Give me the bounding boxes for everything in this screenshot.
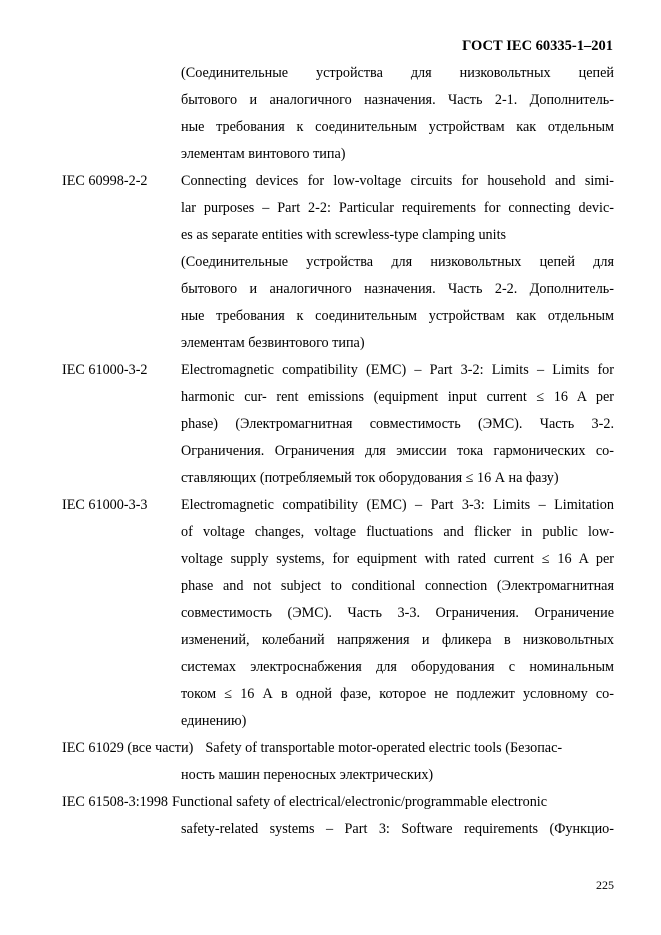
reference-entry xyxy=(62,735,614,789)
text-line: изменений, колебаний напряжения и фликера в низковольтных xyxy=(181,632,614,648)
text-line: voltage supply systems, for equipment with rated current ≤ 16 A per xyxy=(181,551,614,567)
text-line: safety-related systems – Part 3: Software requirements (Функцио- xyxy=(181,821,614,837)
text-line: единению) xyxy=(181,713,247,729)
text-line: (Соединительные устройства для низковольтных цепей для xyxy=(181,254,614,270)
text-line: ставляющих (потребляемый ток оборудования ≤ 16 А на фазу) xyxy=(181,470,559,486)
text-line: системах электроснабжения для оборудования с номинальным xyxy=(181,659,614,675)
text-line: бытового и аналогичного назначения. Часть 2-1. Дополнитель- xyxy=(181,92,614,108)
text-line: harmonic cur- rent emissions (equipment input current ≤ 16 A per xyxy=(181,389,614,405)
reference-code: IEC 61508-3:1998 xyxy=(62,794,169,810)
text-line: совместимость (ЭМС). Часть 3-3. Ограничения. Ограничение xyxy=(181,605,614,621)
continuation-entry xyxy=(62,60,614,168)
text-line: Electromagnetic compatibility (EMC) – Part 3-3: Limits – Limitation xyxy=(181,497,614,513)
text-line: элементам безвинтового типа) xyxy=(181,335,365,351)
text-line: бытового и аналогичного назначения. Часть 2-2. Дополнитель- xyxy=(181,281,614,297)
text-line: элементам винтового типа) xyxy=(181,146,346,162)
text-line: Electromagnetic compatibility (EMC) – Part 3-2: Limits – Limits for xyxy=(181,362,614,378)
reference-code: IEC 61029 (все части) xyxy=(62,740,194,756)
document-header: ГОСТ IEC 60335-1–201 xyxy=(462,38,613,54)
text-line: ные требования к соединительным устройствам как отдельным xyxy=(181,119,614,135)
reference-code: IEC 60998-2-2 xyxy=(62,173,148,189)
text-line: ные требования к соединительным устройствам как отдельным xyxy=(181,308,614,324)
reference-entry xyxy=(62,168,614,357)
text-line: phase) (Электромагнитная совместимость (ЭМС). Часть 3-2. xyxy=(181,416,614,432)
reference-entry xyxy=(62,357,614,492)
text-line: ность машин переносных электрических) xyxy=(181,767,434,783)
reference-title: Safety of transportable motor-operated electric tools (Безопас- xyxy=(205,740,563,756)
page-number: 225 xyxy=(596,878,614,892)
text-line: phase and not subject to conditional connection (Электромагнитная xyxy=(181,578,614,594)
text-line xyxy=(62,789,614,816)
reference-entry xyxy=(62,789,614,843)
reference-code: IEC 61000-3-3 xyxy=(62,497,148,513)
text-line: Ограничения. Ограничения для эмиссии тока гармонических со- xyxy=(181,443,614,459)
text-line: током ≤ 16 А в одной фазе, которое не подлежит условному со- xyxy=(181,686,614,702)
text-line: es as separate entities with screwless-type clamping units xyxy=(181,227,507,243)
reference-code: IEC 61000-3-2 xyxy=(62,362,148,378)
references-list xyxy=(62,60,614,843)
text-line: lar purposes – Part 2-2: Particular requirements for connecting devic- xyxy=(181,200,614,216)
text-line: (Соединительные устройства для низковольтных цепей xyxy=(181,65,614,81)
text-line: Connecting devices for low-voltage circuits for household and simi- xyxy=(181,173,614,189)
reference-entry xyxy=(62,492,614,735)
reference-title: Functional safety of electrical/electronic/programmable electronic xyxy=(172,794,548,810)
text-line: of voltage changes, voltage fluctuations and flicker in public low- xyxy=(181,524,614,540)
text-line xyxy=(62,735,614,762)
